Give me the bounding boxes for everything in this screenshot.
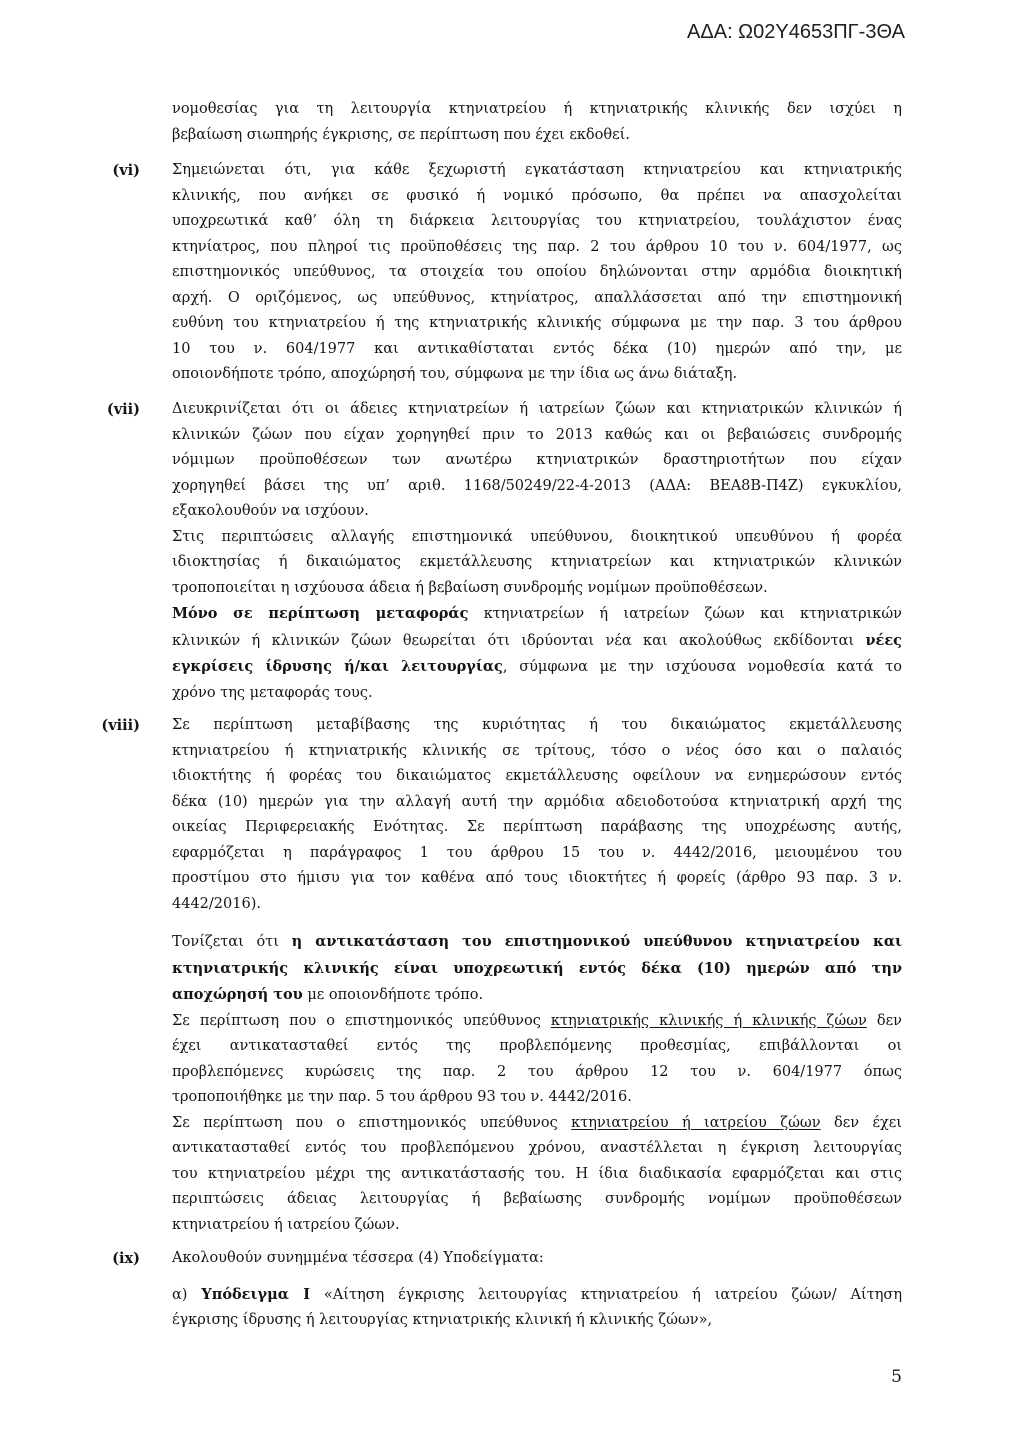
- text-line: [172, 1009, 902, 1035]
- text-line: [172, 601, 902, 628]
- text-line: κλινικής, που ανήκει σε φυσικό ή νομικό πρόσωπο, θα πρέπει να απασχολείται: [172, 187, 902, 204]
- paragraph: [172, 601, 902, 706]
- text-run: δεν έχει: [820, 1114, 902, 1131]
- section-body: [172, 713, 902, 917]
- paragraph: [172, 525, 902, 602]
- text-line: προστίμου στο ήμισυ για τον καθένα από τους ιδιοκτήτες ή φορείς (άρθρο 93 παρ. 3 ν.: [172, 870, 902, 886]
- text-run: κτηνιατρείων ή ιατρείων ζώων και κτηνιατρικών: [468, 606, 902, 622]
- text-line: [172, 982, 902, 1009]
- text-run: με οποιονδήποτε τρόπο.: [302, 987, 484, 1003]
- text-line: χορηγηθεί βάσει της υπ’ αριθ. 1168/50249/22-4-2013 (ΑΔΑ: ΒΕΑ8Β-Π4Ζ) εγκυκλίου,: [172, 477, 902, 494]
- item-label: (ix): [112, 1250, 140, 1267]
- paragraph: [172, 1111, 902, 1239]
- text-line: οποιονδήποτε τρόπο, αποχώρησή του, σύμφωνα με την ίδια ως άνω διάταξη.: [172, 366, 738, 382]
- text-line: κλινικών ζώων που είχαν χορηγηθεί πριν το 2013 καθώς και οι βεβαιώσεις συνδρομής: [172, 426, 902, 443]
- text-line: αρχή. Ο οριζόμενος, ως υπεύθυνος, κτηνίατρος, απαλλάσσεται από την επιστημονική: [172, 289, 902, 306]
- text-line: αντικατασταθεί εντός του προβλεπόμενου χρόνου, αναστέλλεται η έγκριση λειτουργίας: [172, 1140, 902, 1156]
- text-line: ιδιοκτησίας ή δικαιώματος εκμετάλλευσης κτηνιατρείων και κτηνιατρικών κλινικών: [172, 554, 902, 570]
- text-line: 4442/2016).: [172, 895, 261, 912]
- paragraph: [172, 1009, 902, 1111]
- underlined-text: κτηνιατρείου ή ιατρείου ζώων: [571, 1114, 821, 1131]
- text-run: δεν: [866, 1012, 902, 1029]
- text-line: Στις περιπτώσεις αλλαγής επιστημονικά υπεύθυνου, διοικητικού υπευθύνου ή φορέα: [172, 528, 902, 545]
- text-line: Διευκρινίζεται ότι οι άδειες κτηνιατρείων ή ιατρείων ζώων και κτηνιατρικών κλινικών ή: [172, 401, 902, 417]
- section-ix: [0, 1246, 1024, 1334]
- text-line: νόμιμων προϋποθέσεων των ανωτέρω κτηνιατρικών δραστηριοτήτων που είχαν: [172, 452, 902, 468]
- paragraph: [172, 158, 902, 388]
- bold-text: κτηνιατρικής κλινικής είναι υποχρεωτική εντός δέκα (10) ημερών από την: [172, 959, 902, 977]
- text-run: Σε περίπτωση που ο επιστημονικός υπεύθυνος: [172, 1114, 572, 1131]
- text-line: [172, 1282, 902, 1309]
- text-line: του κτηνιατρείου μέχρι της αντικατάστασής του. Η ίδια διαδικασία εφαρμόζεται και στις: [172, 1165, 902, 1182]
- text-run: Σε περίπτωση που ο επιστημονικός υπεύθυνος: [172, 1012, 551, 1029]
- section-viii: [0, 713, 1024, 917]
- section-vii: [0, 397, 1024, 706]
- text-line: κτηνίατρος, που πληροί τις προϋποθέσεις της παρ. 2 του άρθρου 10 του ν. 604/1977, ως: [172, 238, 902, 255]
- paragraph: [172, 97, 902, 148]
- section-body: [172, 929, 902, 1238]
- bold-text: αποχώρησή του: [172, 986, 303, 1003]
- text-line: [172, 654, 902, 681]
- bold-text: η αντικατάσταση του επιστημονικού υπεύθυνου κτηνιατρείου και: [291, 933, 902, 950]
- item-label: (viii): [101, 717, 140, 734]
- text-line: εξακολουθούν να ισχύουν.: [172, 503, 369, 519]
- text-line: κτηνιατρείου ή ιατρείου ζώων.: [172, 1216, 400, 1233]
- text-line: βεβαίωση σιωπηρής έγκρισης, σε περίπτωση που έχει εκδοθεί.: [172, 126, 630, 143]
- text-line: [172, 1111, 902, 1137]
- item-label: (vii): [106, 401, 140, 418]
- text-line: εφαρμόζεται η παράγραφος 1 του άρθρου 15 του ν. 4442/2016, μειουμένου του: [172, 844, 902, 861]
- paragraph: [172, 1246, 902, 1272]
- text-line: δέκα (10) ημερών για την αλλαγή αυτή την αρμόδια αδειοδοτούσα κτηνιατρική αρχή της: [172, 793, 902, 810]
- text-line: [172, 956, 902, 983]
- text-run: «Αίτηση έγκρισης λειτουργίας κτηνιατρείου ή ιατρείου ζώων/ Αίτηση: [310, 1286, 903, 1303]
- paragraph: [172, 397, 902, 525]
- text-line: τροποποιήθηκε με την παρ. 5 του άρθρου 93 του ν. 4442/2016.: [172, 1089, 632, 1105]
- text-line: επιστημονικός υπεύθυνος, τα στοιχεία του οποίου δηλώνονται στην αρμόδια διοικητική: [172, 264, 902, 280]
- bold-text: νέες: [865, 631, 902, 649]
- text-line: ιδιοκτήτης ή φορέας του δικαιώματος εκμετάλλευσης οφείλουν να ενημερώσουν εντός: [172, 768, 902, 784]
- text-run: α): [172, 1286, 202, 1303]
- paragraph: [172, 929, 902, 1009]
- ada-code-header: ΑΔΑ: Ω02Υ4653ΠΓ-3ΘΑ: [687, 21, 905, 43]
- section-body: [172, 158, 902, 388]
- item-label: (vi): [112, 162, 140, 179]
- text-line: τροποποιείται η ισχύουσα άδεια ή βεβαίωση συνδρομής νομίμων προϋποθέσεων.: [172, 579, 768, 596]
- section-body: [172, 1246, 902, 1334]
- text-line: νομοθεσίας για τη λειτουργία κτηνιατρείου ή κτηνιατρικής κλινικής δεν ισχύει η: [172, 101, 902, 117]
- section-body: [172, 97, 902, 148]
- text-run: κλινικών ή κλινικών ζώων θεωρείται ότι ιδρύονται νέα και ακολούθως εκδίδονται: [172, 632, 866, 649]
- text-line: κτηνιατρείου ή κτηνιατρικής κλινικής σε τρίτους, τόσο ο νέος όσο και ο παλαιός: [172, 742, 902, 759]
- text-run: , σύμφωνα με την ισχύουσα νομοθεσία κατά το: [502, 659, 902, 675]
- text-line: χρόνο της μεταφοράς τους.: [172, 684, 373, 701]
- section-vi: [0, 158, 1024, 388]
- text-line: έγκρισης ίδρυσης ή λειτουργίας κτηνιατρικής κλινική ή κλινικής ζώων»,: [172, 1312, 713, 1328]
- page-number: 5: [891, 1367, 902, 1387]
- underlined-text: κτηνιατρικής κλινικής ή κλινικής ζώων: [550, 1012, 867, 1029]
- section-replacement-note: [0, 929, 1024, 1238]
- bold-text: Υπόδειγμα Ι: [201, 1285, 310, 1303]
- text-line: υποχρεωτικά καθ’ όλη τη διάρκεια λειτουργίας του κτηνιατρείου, τουλάχιστον ένας: [172, 213, 902, 229]
- text-line: έχει αντικατασταθεί εντός της προβλεπόμενης προθεσμίας, επιβάλλονται οι: [172, 1038, 902, 1054]
- text-line: Σημειώνεται ότι, για κάθε ξεχωριστή εγκατάσταση κτηνιατρείου και κτηνιατρικής: [172, 162, 902, 178]
- text-line: περιπτώσεις άδειας λειτουργίας ή βεβαίωσης συνδρομής νομίμων προϋποθέσεων: [172, 1191, 902, 1207]
- text-line: ευθύνη του κτηνιατρείου ή της κτηνιατρικής κλινικής σύμφωνα με την παρ. 3 του άρθρου: [172, 315, 902, 331]
- section-body: [172, 397, 902, 706]
- text-line: οικείας Περιφερειακής Ενότητας. Σε περίπτωση παράβασης της υποχρέωσης αυτής,: [172, 819, 902, 835]
- text-line: [172, 628, 902, 655]
- paragraph: [172, 713, 902, 917]
- text-line: 10 του ν. 604/1977 και αντικαθίσταται εντός δέκα (10) ημερών από την, με: [172, 340, 902, 357]
- bold-text: Μόνο σε περίπτωση μεταφοράς: [172, 605, 469, 622]
- text-line: προβλεπόμενες κυρώσεις της παρ. 2 του άρθρου 12 του ν. 604/1977 όπως: [172, 1063, 902, 1080]
- text-line: Σε περίπτωση μεταβίβασης της κυριότητας ή του δικαιώματος εκμετάλλευσης: [172, 717, 902, 733]
- text-run: Τονίζεται ότι: [172, 934, 292, 950]
- text-line: [172, 929, 902, 956]
- text-line: Ακολουθούν συνημμένα τέσσερα (4) Υποδείγματα:: [172, 1250, 544, 1266]
- bold-text: εγκρίσεις ίδρυσης ή/και λειτουργίας: [172, 658, 503, 675]
- paragraph: [172, 1282, 902, 1334]
- section-continuation: [0, 97, 1024, 148]
